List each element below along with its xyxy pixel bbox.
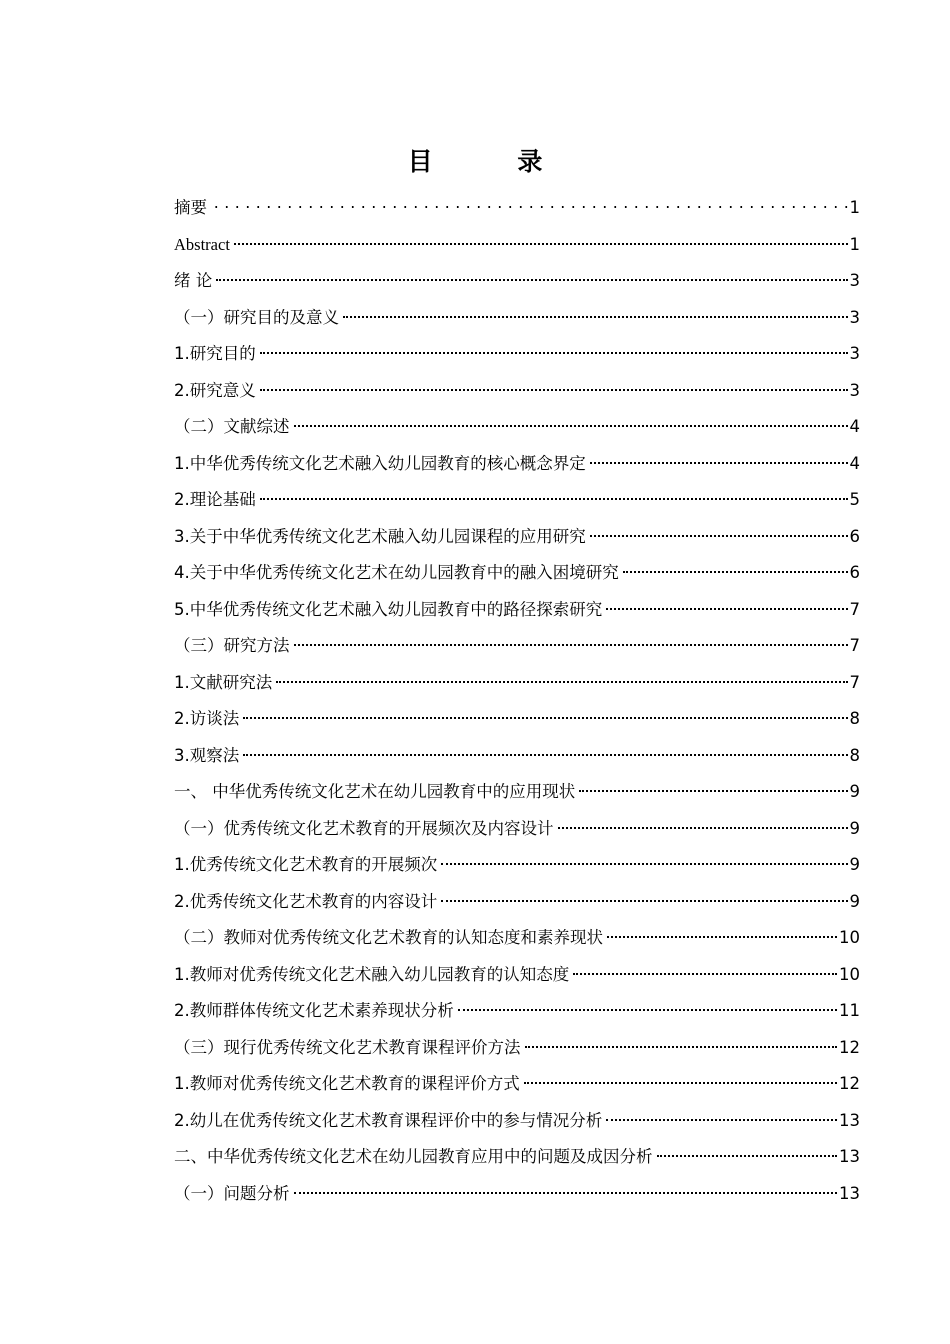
toc-dot-leader: [525, 1046, 838, 1048]
toc-entry-label: 摘要: [174, 198, 207, 217]
toc-entry-label: 1.教师对优秀传统文化艺术教育的课程评价方式: [174, 1074, 520, 1093]
toc-dot-leader: [606, 608, 847, 610]
toc-entry-page-number: 10: [839, 928, 860, 947]
toc-entry-page-number: 3: [849, 344, 860, 363]
toc-entry-page-number: 4: [849, 417, 860, 436]
toc-entry[interactable]: [174, 628, 860, 665]
toc-entry-label: （三）现行优秀传统文化艺术教育课程评价方法: [174, 1037, 521, 1057]
toc-entry-page-number: 13: [839, 1183, 860, 1203]
toc-dot-leader: [590, 535, 848, 537]
toc-entry-page-number: 3: [849, 307, 860, 327]
toc-dot-leader: [211, 206, 848, 208]
toc-dot-leader: [294, 425, 848, 427]
toc-entry[interactable]: [174, 190, 860, 227]
toc-entry-page-number: 8: [849, 745, 860, 765]
toc-entry[interactable]: [174, 665, 860, 702]
toc-entry-label: 二、中华优秀传统文化艺术在幼儿园教育应用中的问题及成因分析: [174, 1147, 653, 1166]
toc-entry[interactable]: [174, 263, 860, 300]
toc-entry-label: 1.教师对优秀传统文化艺术融入幼儿园教育的认知态度: [174, 964, 570, 984]
toc-entry-label: 2.研究意义: [174, 380, 256, 400]
toc-entry-page-number: 7: [849, 672, 860, 692]
toc-entry[interactable]: [174, 774, 860, 811]
toc-entry-page-number: 1: [849, 234, 860, 254]
toc-entry-page-number: 3: [849, 271, 860, 290]
toc-entry-page-number: 12: [839, 1037, 860, 1057]
toc-entry-label: 2.幼儿在优秀传统文化艺术教育课程评价中的参与情况分析: [174, 1110, 603, 1130]
toc-entry-page-number: 1: [849, 198, 860, 217]
toc-entry-label: 2.优秀传统文化艺术教育的内容设计: [174, 891, 438, 911]
toc-dot-leader: [558, 827, 848, 829]
toc-dot-leader: [607, 936, 837, 938]
toc-entry-label: 2.访谈法: [174, 709, 240, 728]
toc-entry[interactable]: [174, 1030, 860, 1067]
toc-entry-page-number: 11: [839, 1001, 860, 1020]
toc-entry[interactable]: [174, 482, 860, 519]
toc-entry[interactable]: [174, 227, 860, 264]
toc-entry-label: （二）教师对优秀传统文化艺术教育的认知态度和素养现状: [174, 928, 603, 947]
toc-dot-leader: [216, 279, 847, 281]
toc-entry[interactable]: [174, 592, 860, 629]
toc-entry[interactable]: [174, 409, 860, 446]
toc-entry-label: 1.中华优秀传统文化艺术融入幼儿园教育的核心概念界定: [174, 453, 586, 473]
toc-entry-page-number: 9: [849, 891, 860, 911]
toc-entry[interactable]: [174, 847, 860, 884]
toc-entry-page-number: 6: [849, 563, 860, 582]
toc-entry-label: 1.文献研究法: [174, 672, 273, 692]
toc-dot-leader: [623, 571, 848, 573]
toc-entry-page-number: 9: [849, 782, 860, 801]
toc-entry-page-number: 9: [849, 818, 860, 838]
toc-entry-label: （三）研究方法: [174, 636, 290, 655]
toc-entry[interactable]: [174, 519, 860, 556]
toc-entry[interactable]: [174, 701, 860, 738]
toc-entry[interactable]: [174, 738, 860, 775]
toc-entry-page-number: 9: [849, 855, 860, 874]
toc-entry-label: 1.优秀传统文化艺术教育的开展频次: [174, 855, 438, 874]
toc-entry[interactable]: [174, 336, 860, 373]
toc-entry[interactable]: [174, 811, 860, 848]
toc-entry-label: 一、 中华优秀传统文化艺术在幼儿园教育中的应用现状: [174, 782, 576, 801]
toc-dot-leader: [243, 717, 847, 719]
toc-entry-page-number: 3: [849, 380, 860, 400]
toc-dot-leader: [441, 900, 847, 902]
toc-entry[interactable]: [174, 957, 860, 994]
toc-entry[interactable]: [174, 1066, 860, 1103]
toc-entry-label: 3.观察法: [174, 745, 240, 765]
toc-entry[interactable]: [174, 300, 860, 337]
toc-dot-leader: [260, 498, 848, 500]
toc-dot-leader: [294, 644, 848, 646]
toc-entry-page-number: 4: [849, 453, 860, 473]
toc-entry-label: （一）优秀传统文化艺术教育的开展频次及内容设计: [174, 818, 554, 838]
toc-entry[interactable]: [174, 993, 860, 1030]
toc-entry[interactable]: [174, 1139, 860, 1176]
toc-entry-label: Abstract: [174, 234, 230, 254]
toc-entry[interactable]: [174, 920, 860, 957]
toc-entry[interactable]: [174, 373, 860, 410]
toc-dot-leader: [294, 1192, 838, 1194]
toc-dot-leader: [579, 790, 847, 792]
toc-dot-leader: [573, 973, 837, 975]
toc-entry[interactable]: [174, 884, 860, 921]
toc-entry-page-number: 12: [839, 1074, 860, 1093]
toc-entry-label: 3.关于中华优秀传统文化艺术融入幼儿园课程的应用研究: [174, 526, 586, 546]
toc-entry[interactable]: [174, 555, 860, 592]
toc-entry-label: 2.教师群体传统文化艺术素养现状分析: [174, 1001, 454, 1020]
toc-entry[interactable]: [174, 1103, 860, 1140]
toc-entry-label: 5.中华优秀传统文化艺术融入幼儿园教育中的路径探索研究: [174, 599, 603, 619]
toc-dot-leader: [343, 316, 848, 318]
toc-title: 目 录: [407, 147, 581, 176]
toc-entry[interactable]: [174, 446, 860, 483]
toc-entry-page-number: 13: [839, 1110, 860, 1130]
toc-entry-page-number: 7: [849, 599, 860, 619]
toc-entry-page-number: 10: [839, 964, 860, 984]
toc-entry-page-number: 7: [849, 636, 860, 655]
toc-entry-label: （一）研究目的及意义: [174, 307, 339, 327]
toc-dot-leader: [458, 1009, 837, 1011]
toc-dot-leader: [276, 681, 847, 683]
toc-entry-label: （二）文献综述: [174, 417, 290, 436]
toc-entry-page-number: 13: [839, 1147, 860, 1166]
toc-dot-leader: [590, 462, 848, 464]
toc-dot-leader: [657, 1155, 838, 1157]
toc-entry-page-number: 6: [849, 526, 860, 546]
toc-dot-leader: [524, 1082, 837, 1084]
toc-dot-leader: [441, 863, 847, 865]
toc-entry-page-number: 8: [849, 709, 860, 728]
toc-dot-leader: [234, 243, 848, 245]
toc-entry-label: 4.关于中华优秀传统文化艺术在幼儿园教育中的融入困境研究: [174, 563, 619, 582]
toc-entry-label: 绪 论: [174, 271, 213, 290]
toc-dot-leader: [260, 389, 848, 391]
toc-entry-page-number: 5: [849, 490, 860, 509]
toc-dot-leader: [260, 352, 848, 354]
toc-dot-leader: [606, 1119, 837, 1121]
toc-entry[interactable]: [174, 1176, 860, 1213]
toc-entry-label: 2.理论基础: [174, 490, 256, 509]
toc-entry-label: （一）问题分析: [174, 1183, 290, 1203]
table-of-contents: [174, 190, 860, 1212]
toc-dot-leader: [243, 754, 847, 756]
toc-entry-label: 1.研究目的: [174, 344, 256, 363]
